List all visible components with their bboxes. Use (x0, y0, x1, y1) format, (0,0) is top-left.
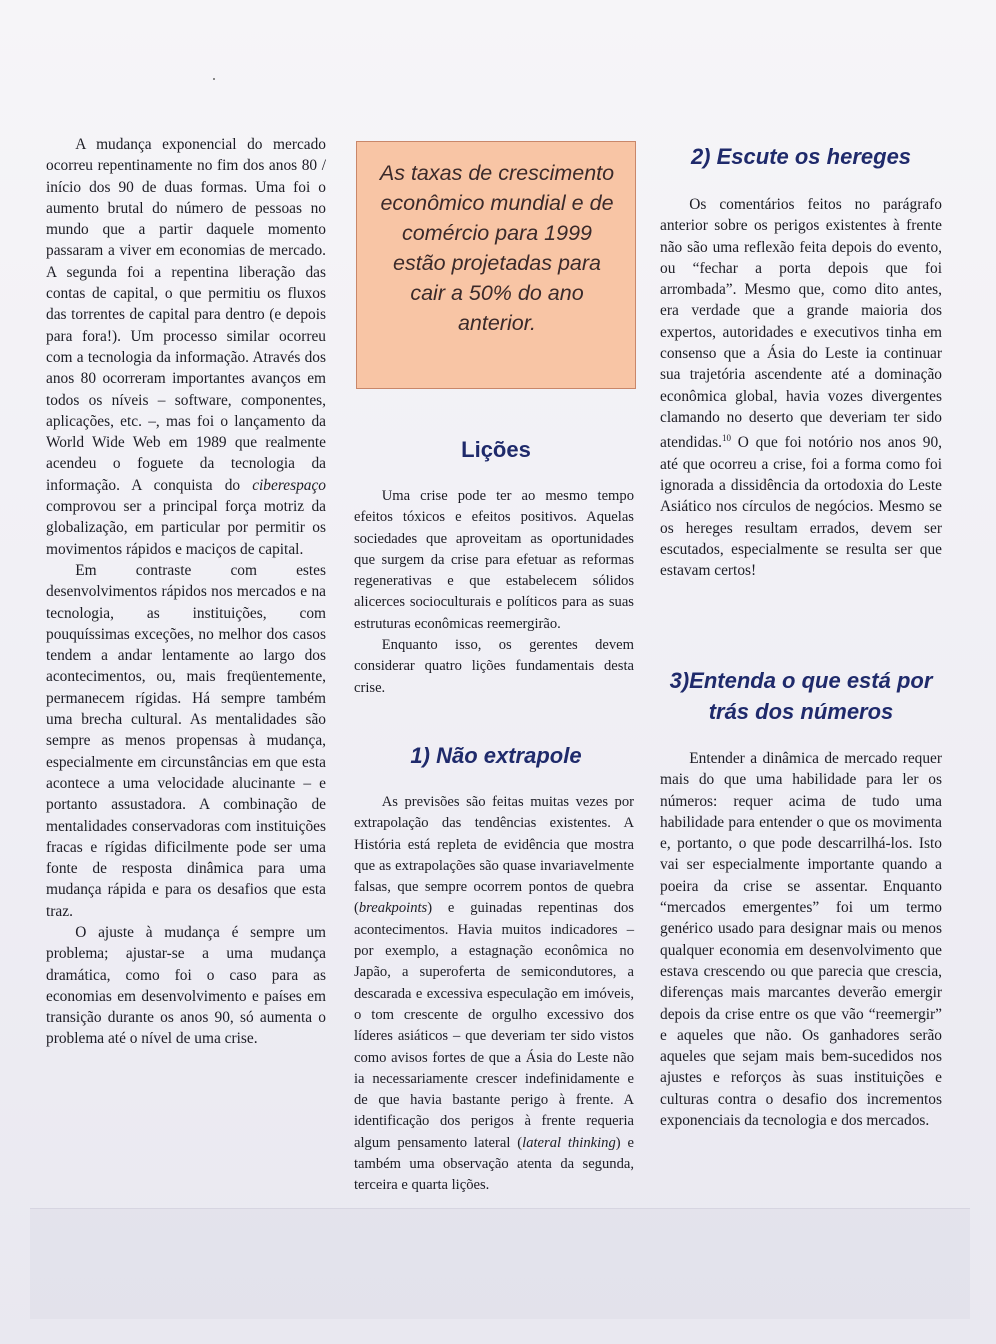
extrapole-text-a: As previsões são feitas muitas vezes por extrapolação das tendências existentes. A História está repleta de evidência que mostra que as extrapolações são quase invariavelmente falsas, que sempre ocorrem pontos de quebra ( (354, 794, 634, 917)
left-paragraph-1-emphasis: ciberespaço (252, 476, 326, 494)
print-speck (213, 78, 215, 80)
hereges-paragraph (660, 194, 942, 581)
extrapole-text-b: ) e guinadas repentinas dos acontecimentos. Havia muitos indicadores – por exemplo, a estagnação econômica no Japão, a superoferta de semicondutores, a descarada e excessiva especulação em imóveis, o tom crescente de orgulho excessivo dos líderes asiáticos – que deveriam ter sido vistos como avisos fortes de que a Ásia do Leste não ia necessariamente crescer indefinidamente e de que havia bastante perigo à frente. A identificação dos perigos à frente requeria algum pensamento lateral ( (354, 900, 634, 1151)
right-text-column-hereges (660, 194, 942, 581)
left-paragraph-1 (46, 134, 326, 560)
left-paragraph-1-text-a: A mudança exponencial do mercado ocorreu repentinamente no fim dos anos 80 / início dos 90 de duas formas. Uma foi o aumento brutal do número de pessoas no mundo que a partir daquele momento passaram a viver em economias de mercado. A segunda foi a repentina liberação das contas de capital, o que permitiu os fluxos das torrentes de capital para dentro (e depois para fora!). Um processo similar ocorreu com a tecnologia da informação. Através dos anos 80 ocorreram importantes avanços em todos os níveis – software, componentes, aplicações, etc. –, mas foi o lançamento da World Wide Web em 1989 que realmente acendeu o foguete da tecnologia da informação. A conquista do (46, 136, 326, 494)
show-through-band (30, 1208, 970, 1319)
pull-quote-box (356, 141, 636, 389)
extrapole-text-c: ) e também uma observação atenta da segunda, terceira e quarta lições. (354, 1134, 634, 1194)
left-paragraph-1-text-b: comprovou ser a principal força motriz da globalização, em particular por permitir os movimentos rápidos e maciços de capital. (46, 498, 326, 558)
heading-entenda-numeros (652, 665, 950, 727)
extrapole-emphasis-2: lateral thinking (522, 1134, 616, 1151)
heading-licoes: Lições (461, 437, 531, 462)
entenda-paragraph: Entender a dinâmica de mercado requer mais do que uma habilidade para ler os números: requer acima de tudo uma habilidade para entender o que os movimenta e, portanto, o que pode descarrilhá-los. Isto vai ser especialmente importante quando a poeira da crise se assentar. Enquanto “mercados emergentes” foi um termo genérico usado para designar mais ou menos qualquer economia em desenvolvimento que estava crescendo ou que parecia que crescia, diferenças mais marcantes deverão emergir depois da crise entre os que vão “reemergir” e aqueles que não. Os ganhadores serão aqueles que sejam mais bem-sucedidos nos ajustes e reforços às suas instituições e culturas contra o desafio dos incrementos exponenciais da tecnologia e dos mercados. (660, 750, 942, 1130)
heading-escute-hereges: 2) Escute os hereges (690, 144, 912, 169)
left-paragraph-2: Em contraste com estes desenvolvimentos rápidos nos mercados e na tecnologia, as instituições, com pouquíssimas exceções, no melhor dos casos tendem a andar lentamente ao largo dos acontecimentos, ou, mais freqüentemente, permanecem rígidas. Há sempre também uma brecha cultural. As mentalidades são sempre as menos propensas à mudança, especialmente em circunstâncias em que esta acontece a uma velocidade alucinante – e portanto assustadora. A combinação de mentalidades conservadoras com instituições fracas e rígidas dificilmente pode ser uma fonte de resposta dinâmica para uma mudança rápida e para os desafios que esta traz. (46, 561, 326, 920)
hereges-text-b: O que foi notório nos anos 90, até que ocorreu a crise, foi a forma como foi ignorada a dissidência da ortodoxia do Leste Asiático nos círculos de negócios. Mesmo se os hereges resultam errados, devem ser escutados, especialmente se resulta ser que estavam certos! (660, 434, 942, 580)
middle-text-column-extrapole (354, 792, 634, 1197)
right-text-column-entenda (660, 748, 942, 1131)
heading-entenda-line-2: trás dos números (708, 699, 894, 724)
heading-nao-extrapole: 1) Não extrapole (410, 743, 582, 768)
extrapole-paragraph (354, 792, 634, 1197)
footnote-marker: 10 (721, 433, 731, 444)
left-text-column (46, 134, 326, 1050)
extrapole-emphasis-1: breakpoints (358, 900, 428, 917)
left-paragraph-3: O ajuste à mudança é sempre um problema; ajustar-se a uma mudança dramática, como foi o caso para as economias em desenvolvimento e países em transição durante os anos 90, só aumenta o problema até o nível de uma crise. (46, 923, 326, 1048)
middle-text-column-licoes (354, 486, 634, 699)
pull-quote-text: As taxas de crescimento econômico mundial e de comércio para 1999 estão projetadas para cair a 50% do ano anterior. (379, 161, 615, 335)
hereges-text-a: Os comentários feitos no parágrafo anterior sobre os perigos existentes à frente não são uma reflexão feita depois do evento, ou “fechar a porta depois que foi arrombada”. Mesmo que, como dito antes, era verdade que a grande maioria dos expertos, autoridades e executivos tinha em consenso que a Ásia do Leste ia continuar sua trajetória ascendente até a dominação econômica global, havia vozes divergentes clamando no deserto que deveriam ter sido atendidas. (660, 196, 942, 452)
licoes-paragraph-2: Enquanto isso, os gerentes devem considerar quatro lições fundamentais desta crise. (354, 637, 634, 696)
licoes-paragraph-1: Uma crise pode ter ao mesmo tempo efeitos tóxicos e efeitos positivos. Aquelas sociedades que aproveitam as oportunidades que surgem da crise para efetuar as reformas regenerativas e que estabelecem sólidos alicerces socioculturais e políticos para as suas estruturas econômicas reemergirão. (354, 488, 634, 632)
heading-entenda-line-1: 3)Entenda o que está por (669, 668, 933, 693)
